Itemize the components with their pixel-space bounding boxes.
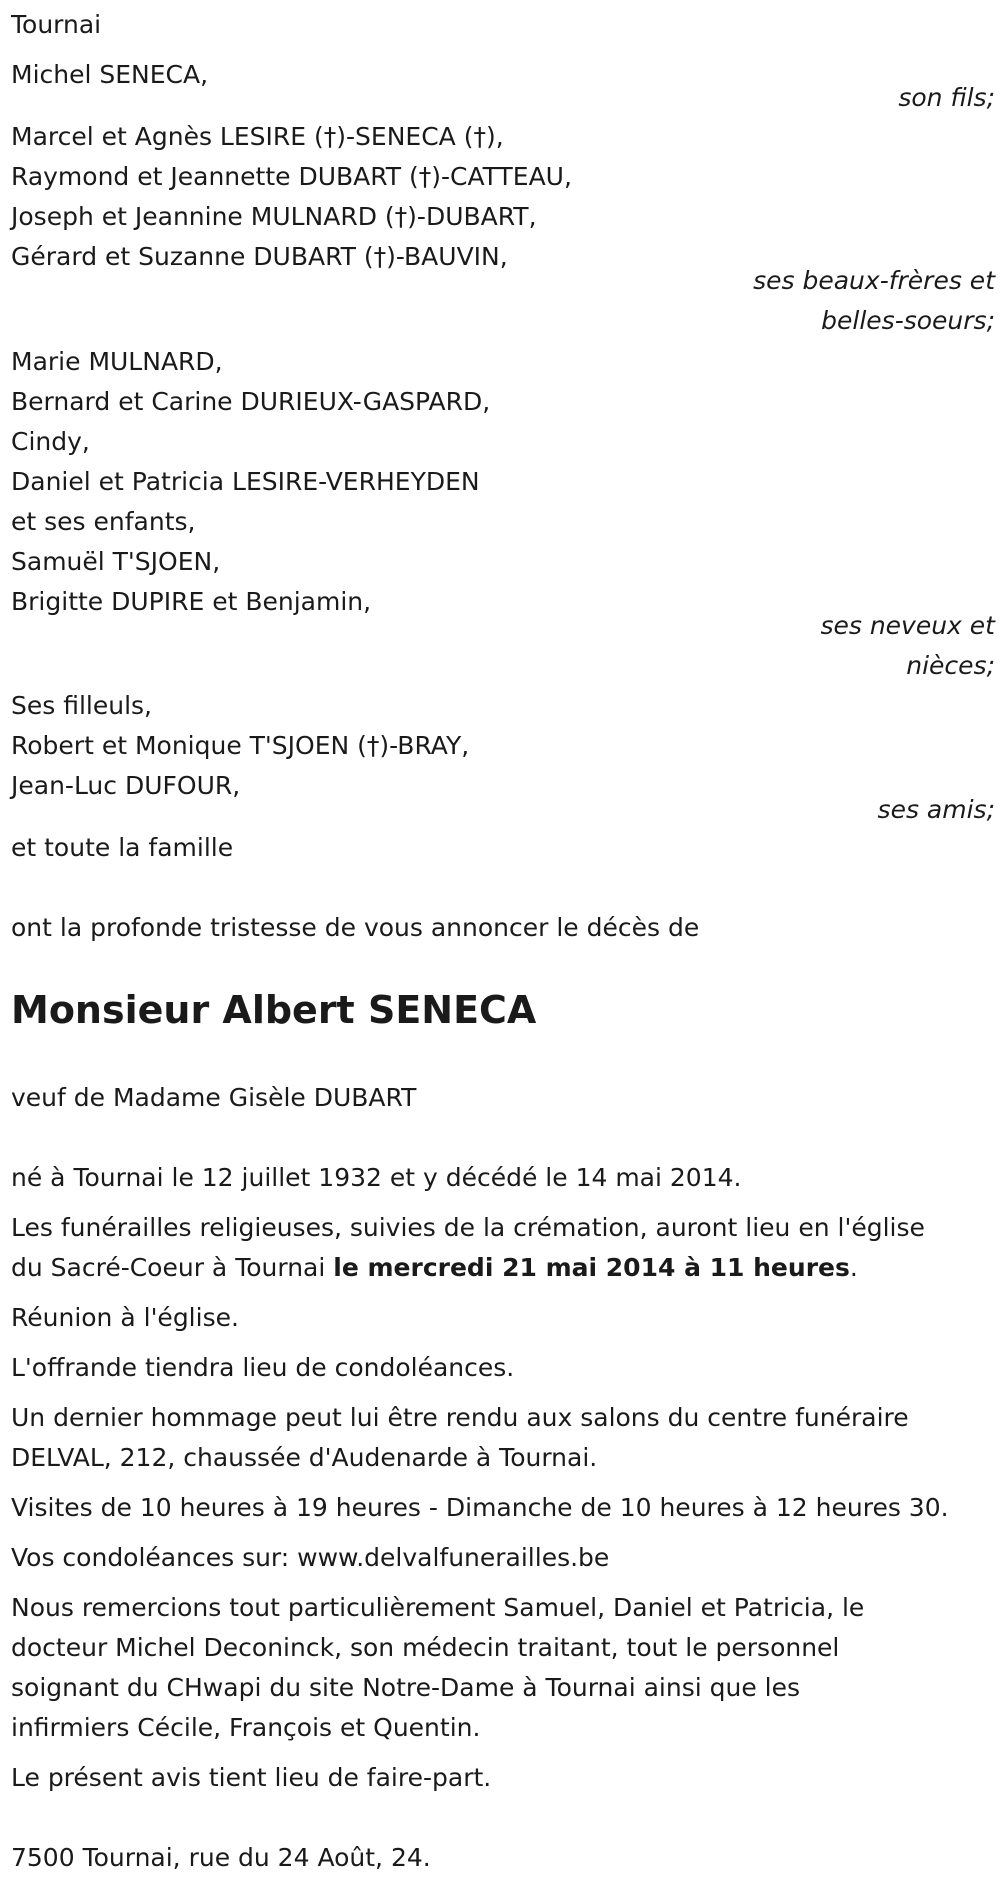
- family-member-line: Daniel et Patricia LESIRE-VERHEYDEN: [11, 467, 480, 496]
- city-heading: Tournai: [11, 10, 102, 39]
- thanks-line: soignant du CHwapi du site Notre-Dame à Tournai ainsi que les: [11, 1673, 801, 1702]
- family-member-line: et ses enfants,: [11, 507, 196, 536]
- widower-line: veuf de Madame Gisèle DUBART: [11, 1083, 417, 1112]
- funeral-line-1: Les funérailles religieuses, suivies de la crémation, auront lieu en l'église: [11, 1213, 925, 1242]
- relation-label: belles-soeurs;: [821, 306, 995, 335]
- relation-label: son fils;: [898, 83, 995, 112]
- offering-line: L'offrande tiendra lieu de condoléances.: [11, 1353, 515, 1382]
- announcement-text: ont la profonde tristesse de vous annoncer le décès de: [11, 913, 700, 942]
- thanks-line: Nous remercions tout particulièrement Samuel, Daniel et Patricia, le: [11, 1593, 865, 1622]
- family-member-line: Jean-Luc DUFOUR,: [11, 771, 241, 800]
- condolences-line: Vos condoléances sur: www.delvalfunerailles.be: [11, 1543, 610, 1572]
- address-line: 7500 Tournai, rue du 24 Août, 24.: [11, 1843, 431, 1872]
- family-member-line: Marie MULNARD,: [11, 347, 223, 376]
- family-member-line: Gérard et Suzanne DUBART (†)-BAUVIN,: [11, 242, 508, 271]
- relation-label: ses beaux-frères et: [753, 266, 995, 295]
- visits-line: Visites de 10 heures à 19 heures - Dimanche de 10 heures à 12 heures 30.: [11, 1493, 949, 1522]
- family-member-line: Michel SENECA,: [11, 60, 209, 89]
- family-member-line: Cindy,: [11, 427, 90, 456]
- family-member-line: Joseph et Jeannine MULNARD (†)-DUBART,: [11, 202, 537, 231]
- birth-death-line: né à Tournai le 12 juillet 1932 et y décédé le 14 mai 2014.: [11, 1163, 742, 1192]
- deceased-name: Monsieur Albert SENECA: [11, 988, 537, 1032]
- funeral-date: le mercredi 21 mai 2014 à 11 heures: [333, 1253, 850, 1282]
- family-member-line: Robert et Monique T'SJOEN (†)-BRAY,: [11, 731, 470, 760]
- funeral-period: .: [849, 1253, 858, 1282]
- relation-label: ses neveux et: [820, 611, 995, 640]
- thanks-line: docteur Michel Deconinck, son médecin traitant, tout le personnel: [11, 1633, 840, 1662]
- family-member-line: Bernard et Carine DURIEUX-GASPARD,: [11, 387, 491, 416]
- tribute-line: Un dernier hommage peut lui être rendu aux salons du centre funéraire: [11, 1403, 909, 1432]
- thanks-line: infirmiers Cécile, François et Quentin.: [11, 1713, 481, 1742]
- family-line: et toute la famille: [11, 833, 234, 862]
- relation-label: nièces;: [906, 651, 995, 680]
- family-member-line: Samuël T'SJOEN,: [11, 547, 221, 576]
- family-member-line: Ses filleuls,: [11, 691, 153, 720]
- family-member-line: Raymond et Jeannette DUBART (†)-CATTEAU,: [11, 162, 572, 191]
- family-member-line: Brigitte DUPIRE et Benjamin,: [11, 587, 372, 616]
- meeting-line: Réunion à l'église.: [11, 1303, 239, 1332]
- funeral-place: du Sacré-Coeur à Tournai: [11, 1253, 334, 1282]
- funeral-line-2: [11, 1248, 858, 1288]
- tribute-line: DELVAL, 212, chaussée d'Audenarde à Tournai.: [11, 1443, 598, 1472]
- family-member-line: Marcel et Agnès LESIRE (†)-SENECA (†),: [11, 122, 504, 151]
- notice-line: Le présent avis tient lieu de faire-part.: [11, 1763, 492, 1792]
- relation-label: ses amis;: [877, 795, 995, 824]
